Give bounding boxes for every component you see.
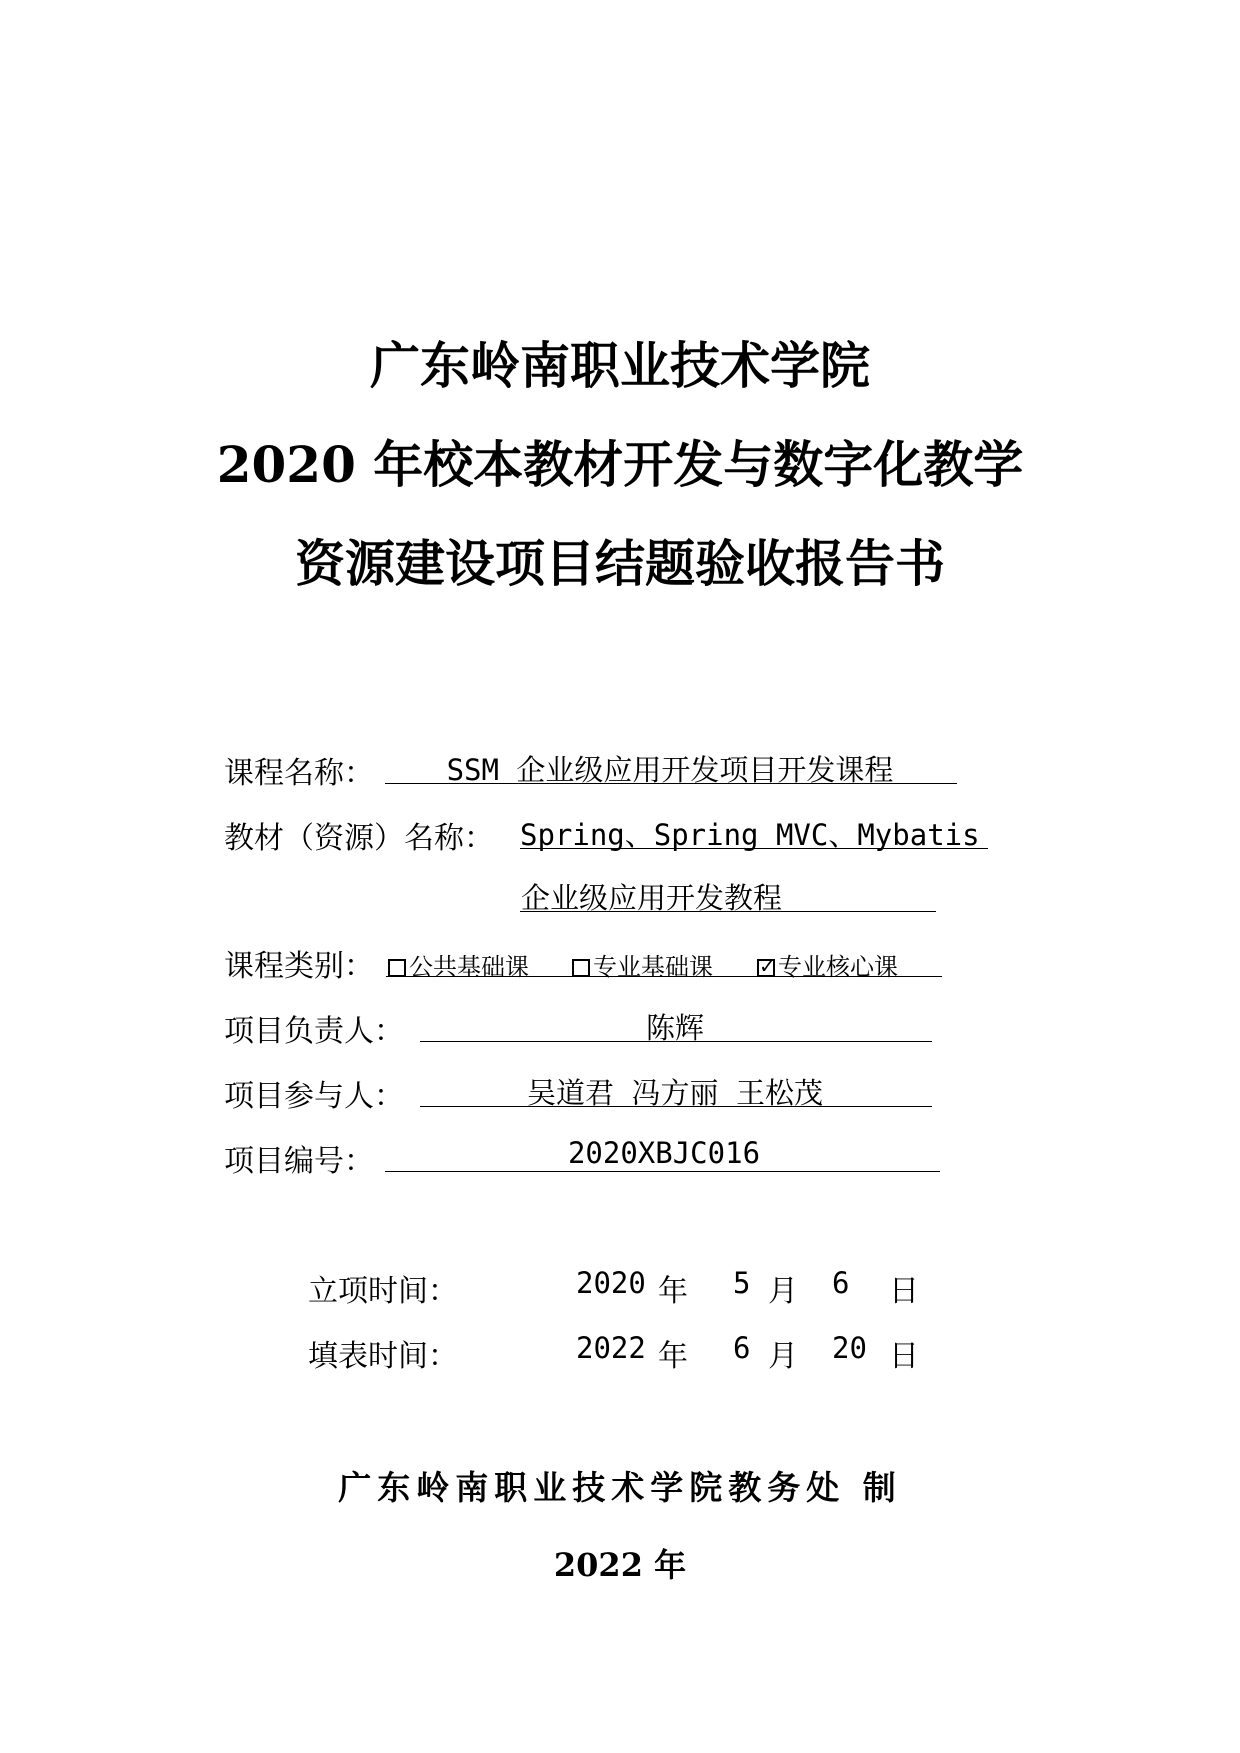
- material-name-underline-1: [520, 848, 988, 849]
- participants-label: 项目参与人：: [224, 1079, 404, 1114]
- fill-day: 20: [832, 1331, 867, 1365]
- course-name-value: SSM 企业级应用开发项目开发课程: [446, 753, 894, 787]
- course-type-option-label: 专业核心课: [778, 953, 898, 981]
- participants-value: 吴道君 冯方丽 王松茂: [527, 1076, 823, 1110]
- issuer-line: 广东岭南职业技术学院教务处 制: [338, 1468, 902, 1507]
- title-line-3: 资源建设项目结题验收报告书: [295, 534, 945, 593]
- leader-underline: [420, 1041, 932, 1042]
- course-name-label: 课程名称：: [224, 756, 374, 791]
- material-name-value-line1: Spring、Spring MVC、Mybatis: [520, 818, 980, 852]
- fill-year-unit: 年: [658, 1339, 688, 1374]
- course-type-underline: [386, 976, 942, 977]
- fill-month-unit: 月: [768, 1339, 798, 1374]
- approval-year: 2020: [576, 1266, 646, 1300]
- checkbox-major-basic[interactable]: [572, 959, 590, 977]
- course-type-option-label: 公共基础课: [409, 953, 529, 981]
- course-name-underline: [385, 783, 957, 784]
- approval-month: 5: [733, 1266, 751, 1300]
- leader-value: 陈辉: [645, 1011, 704, 1045]
- project-no-value: 2020XBJC016: [567, 1136, 761, 1170]
- title-line-2: 2020 年校本教材开发与数字化教学: [216, 435, 1024, 494]
- material-name-label: 教材（资源）名称：: [224, 821, 494, 856]
- footer-year: 2022 年: [553, 1546, 687, 1584]
- course-type-label: 课程类别：: [224, 949, 374, 984]
- leader-label: 项目负责人：: [224, 1014, 404, 1049]
- checkbox-major-core[interactable]: [757, 959, 775, 977]
- material-name-value-line2: 企业级应用开发教程: [521, 881, 783, 915]
- approval-date-label: 立项时间：: [308, 1274, 458, 1309]
- approval-year-unit: 年: [658, 1274, 688, 1309]
- material-name-underline-2: [520, 911, 936, 912]
- fill-month: 6: [733, 1331, 751, 1365]
- approval-month-unit: 月: [768, 1274, 798, 1309]
- title-line-1: 广东岭南职业技术学院: [370, 336, 870, 395]
- project-no-underline: [385, 1171, 940, 1172]
- approval-day: 6: [832, 1266, 850, 1300]
- fill-year: 2022: [576, 1331, 646, 1365]
- participants-underline: [420, 1106, 932, 1107]
- fill-day-unit: 日: [889, 1339, 919, 1374]
- project-no-label: 项目编号：: [224, 1144, 374, 1179]
- fill-date-label: 填表时间：: [308, 1339, 458, 1374]
- course-type-option-label: 专业基础课: [593, 953, 713, 981]
- approval-day-unit: 日: [889, 1274, 919, 1309]
- checkbox-public[interactable]: [388, 959, 406, 977]
